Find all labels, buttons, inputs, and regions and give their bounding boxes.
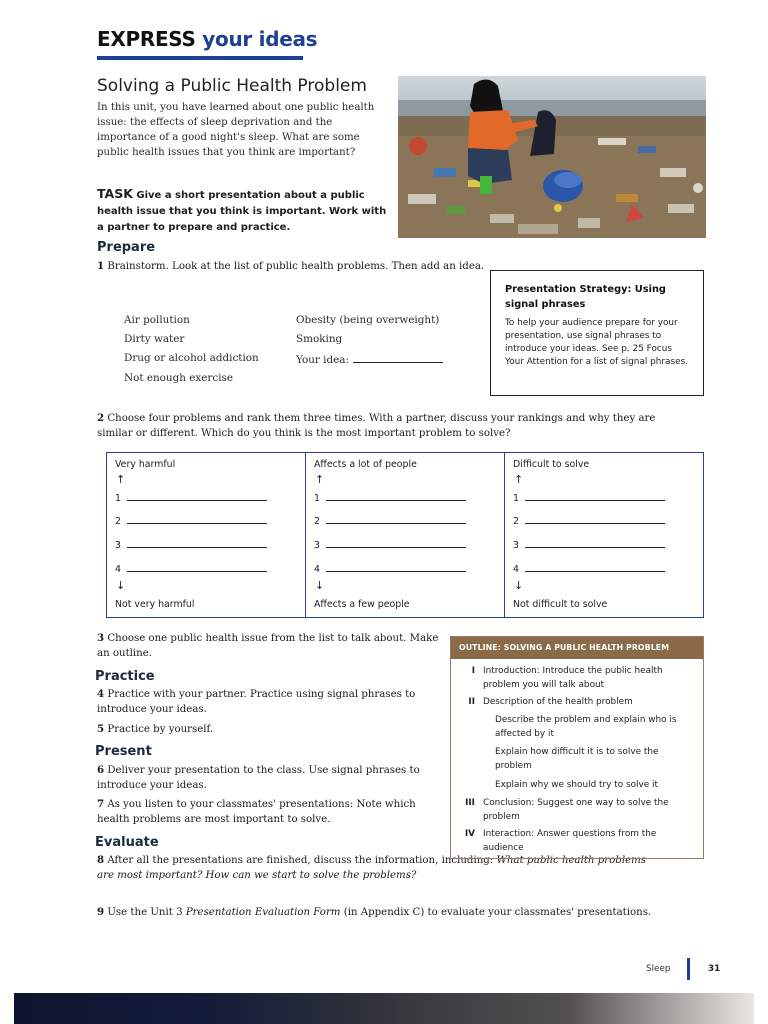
step-4 (97, 687, 432, 717)
outline-text: Description of the health problem (483, 697, 633, 707)
step-2 (97, 411, 677, 441)
page-header (97, 27, 317, 51)
rank-blank (127, 541, 267, 548)
rank-row (513, 564, 665, 575)
rank-row (314, 493, 466, 504)
step-6 (97, 763, 432, 793)
step-3-text: Choose one public health issue from the list to talk about. Make an outline. (97, 633, 439, 659)
rank-row (314, 540, 466, 551)
step-1-text: Brainstorm. Look at the list of public health problems. Then add an idea. (107, 261, 485, 272)
problem-smoking: Smoking (296, 333, 343, 345)
column-top-label: Very harmful (115, 459, 176, 470)
problem-air-pollution: Air pollution (124, 314, 190, 326)
problem-obesity: Obesity (being overweight) (296, 314, 440, 326)
step-3 (97, 631, 442, 661)
outline-numeral: I (471, 666, 475, 676)
rank-blank (525, 541, 665, 548)
rank-number: 3 (314, 540, 320, 551)
step-9 (97, 905, 677, 920)
outline-box (450, 636, 704, 859)
column-bottom-label: Affects a few people (314, 599, 410, 610)
step-1 (97, 259, 487, 274)
step-5 (97, 722, 213, 737)
column-top-label: Affects a lot of people (314, 459, 417, 470)
rank-number: 4 (115, 564, 121, 575)
rank-number: 1 (314, 493, 320, 504)
practice-heading: Practice (95, 669, 155, 684)
rank-number: 4 (314, 564, 320, 575)
arrow-up-icon: ↑ (514, 473, 524, 486)
step-6-number: 6 (97, 764, 105, 776)
outline-item-iii (459, 797, 689, 824)
arrow-down-icon: ↓ (315, 579, 325, 592)
rank-number: 3 (513, 540, 519, 551)
strategy-text: To help your audience prepare for your presentation, use signal phrases to introduce your ideas. See p. 25 Focus Your Attention for a list of signal phrases. (505, 318, 689, 367)
rank-row (513, 493, 665, 504)
rank-blank (326, 517, 466, 524)
rank-blank (326, 541, 466, 548)
rank-row (513, 540, 665, 551)
outline-header: OUTLINE: SOLVING A PUBLIC HEALTH PROBLEM (451, 637, 703, 659)
step-2-number: 2 (97, 412, 105, 424)
ranking-column-affects (306, 453, 505, 617)
rank-number: 2 (115, 516, 121, 527)
rank-number: 2 (314, 516, 320, 527)
evaluate-heading: Evaluate (95, 835, 159, 850)
step-3-number: 3 (97, 632, 105, 644)
task-label: TASK (97, 186, 133, 201)
outline-text: Conclusion: Suggest one way to solve the problem (483, 798, 669, 822)
step-7 (97, 797, 432, 827)
page-number: 31 (708, 964, 721, 974)
step-8-text: After all the presentations are finished, discuss the information, including: (107, 855, 494, 866)
arrow-up-icon: ↑ (116, 473, 126, 486)
photo-beach-cleanup (398, 76, 706, 238)
scan-bottom-edge (14, 993, 754, 1024)
problem-dirty-water: Dirty water (124, 333, 185, 345)
outline-subitem: Describe the problem and explain who is affected by it (495, 715, 677, 739)
outline-item-ii (459, 696, 689, 710)
rank-row (115, 564, 267, 575)
step-4-text: Practice with your partner. Practice using signal phrases to introduce your ideas. (97, 689, 416, 715)
header-your-ideas: your ideas (202, 27, 318, 51)
outline-numeral: III (465, 798, 475, 808)
task-instructions (97, 186, 392, 236)
rank-blank (127, 565, 267, 572)
section-title: Solving a Public Health Problem (97, 76, 367, 96)
your-idea-blank (353, 352, 443, 363)
outline-text: Interaction: Answer questions from the audience (483, 829, 657, 853)
rank-number: 1 (115, 493, 121, 504)
rank-blank (127, 517, 267, 524)
rank-number: 4 (513, 564, 519, 575)
arrow-up-icon: ↑ (315, 473, 325, 486)
outline-item-i (459, 665, 689, 692)
problem-drug-alcohol: Drug or alcohol addiction (124, 352, 259, 364)
strategy-title: Presentation Strategy: Using signal phrases (505, 284, 666, 310)
step-1-number: 1 (97, 260, 105, 272)
presentation-strategy-box (490, 270, 704, 396)
ranking-column-difficult (505, 453, 703, 617)
rank-row (513, 516, 665, 527)
task-text: Give a short presentation about a public health issue that you think is important. Work with a partner to prepare and practice. (97, 190, 387, 233)
step-8-number: 8 (97, 854, 105, 866)
outline-numeral: IV (464, 829, 475, 839)
your-idea-label: Your idea: (296, 354, 349, 366)
step-9-form-title: Presentation Evaluation Form (185, 907, 341, 918)
footer-divider (687, 958, 690, 980)
step-5-number: 5 (97, 723, 105, 735)
rank-row (115, 493, 267, 504)
rank-blank (127, 494, 267, 501)
step-8-questions: What public health problems are most important? How can we start to solve the problems? (97, 855, 647, 881)
rank-number: 3 (115, 540, 121, 551)
rank-blank (326, 565, 466, 572)
rank-row (115, 540, 267, 551)
rank-blank (525, 565, 665, 572)
rank-blank (525, 517, 665, 524)
step-5-text: Practice by yourself. (107, 724, 214, 735)
header-express-word: EXPRESS (97, 27, 196, 51)
outline-item-iv (459, 828, 689, 855)
step-6-text: Deliver your presentation to the class. Use signal phrases to introduce your ideas. (97, 765, 420, 791)
step-2-text: Choose four problems and rank them three times. With a partner, discuss your rankings and why they are similar or different. Which do you think is the most important problem to solve? (97, 413, 656, 439)
outline-text: Introduction: Introduce the public health problem you will talk about (483, 666, 663, 690)
step-4-number: 4 (97, 688, 105, 700)
outline-numeral: II (468, 697, 475, 707)
step-9-text-post: (in Appendix C) to evaluate your classmates' presentations. (343, 907, 652, 918)
prepare-heading: Prepare (97, 240, 156, 255)
rank-blank (326, 494, 466, 501)
header-underline (97, 56, 303, 60)
arrow-down-icon: ↓ (116, 579, 126, 592)
intro-paragraph: In this unit, you have learned about one public health issue: the effects of sleep deprivation and the importance of a good night's sleep. What are some public health issues that you think are important? (97, 102, 375, 158)
column-bottom-label: Not very harmful (115, 599, 195, 610)
step-7-text: As you listen to your classmates' presentations: Note which health problems are most important to solve. (97, 799, 416, 825)
arrow-down-icon: ↓ (514, 579, 524, 592)
outline-subitem: Explain how difficult it is to solve the problem (495, 747, 659, 771)
ranking-column-harmful (107, 453, 306, 617)
present-heading: Present (95, 744, 152, 759)
column-bottom-label: Not difficult to solve (513, 599, 608, 610)
rank-number: 2 (513, 516, 519, 527)
rank-blank (525, 494, 665, 501)
rank-row (314, 516, 466, 527)
step-9-text-pre: Use the Unit 3 (107, 907, 183, 918)
outline-subitem: Explain why we should try to solve it (495, 780, 658, 790)
rank-row (314, 564, 466, 575)
step-7-number: 7 (97, 798, 105, 810)
problem-not-enough-exercise: Not enough exercise (124, 372, 234, 384)
rank-row (115, 516, 267, 527)
your-idea-field (296, 352, 443, 366)
footer-unit-label: Sleep (646, 964, 671, 974)
step-9-number: 9 (97, 906, 105, 918)
ranking-table (106, 452, 704, 618)
rank-number: 1 (513, 493, 519, 504)
column-top-label: Difficult to solve (513, 459, 590, 470)
